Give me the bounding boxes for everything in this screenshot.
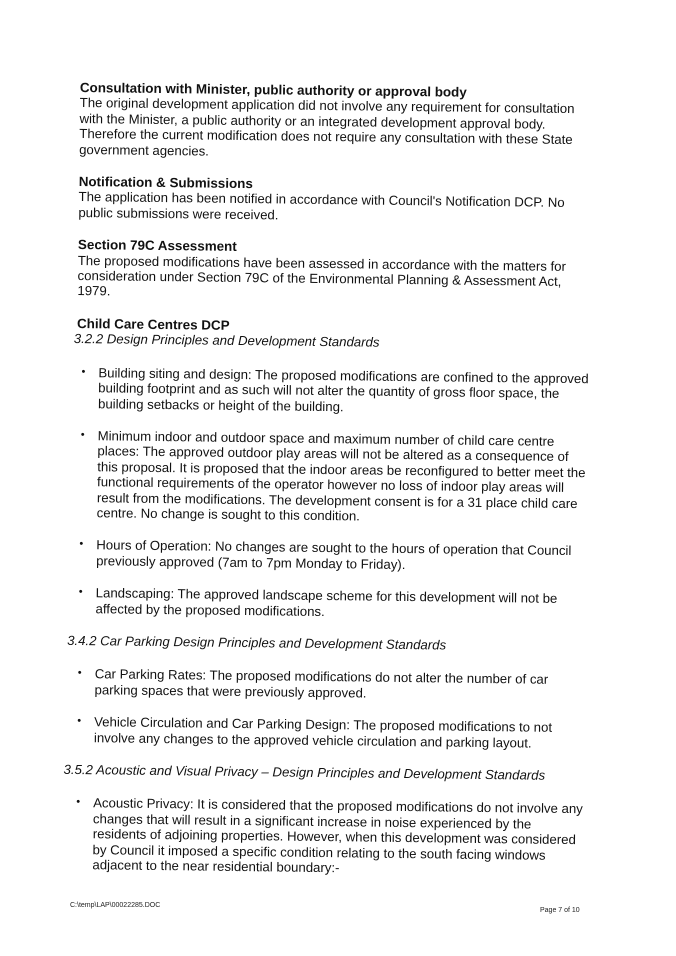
section-body: The original development application did not involve any requirement for consultation with the Minister, a public authority or an integrated development approval body. Therefore the current modification does not require any consultation with these State government agencies. [79,95,575,159]
section-notification [78,174,595,227]
subsection-heading: 3.5.2 Acoustic and Visual Privacy – Design Principles and Development Standards [63,761,546,783]
bullet-icon: • [77,715,82,728]
list-item: • Hours of Operation: No changes are sought to the hours of operation that Council previously approved (7am to 7pm Monday to Friday). [74,537,590,574]
section-79c [77,237,594,305]
section-acoustic-privacy [63,761,587,879]
section-heading: Section 79C Assessment [77,237,237,255]
bullet-icon: • [80,428,85,441]
list-item: • Building siting and design: The proposed modifications are confined to the approved building footprint and as such will not alter the quantity of gross floor space, the building setbacks or height of the building. [76,365,593,418]
list-item: • Car Parking Rates: The proposed modifications do not alter the number of car parking spaces that were previously approved. [72,666,588,703]
bullet-icon: • [76,796,81,809]
section-body: The application has been notified in accordance with Council's Notification DCP. No public submissions were received. [78,189,565,223]
list-item: • Acoustic Privacy: It is considered that the proposed modifications do not involve any changes that will result in a significant increase in noise experienced by the residents of adjoining properties. However, when this development was considered by Council it imposed a specific condition relating to the south facing windows adjacent to the near residential boundary:- [70,795,587,878]
bullet-list [73,365,592,623]
bullet-icon: • [78,586,83,599]
section-consultation [79,80,596,163]
section-car-parking [67,632,589,751]
list-item: • Minimum indoor and outdoor space and maximum number of child care centre places: The approved outdoor play areas will not be altered as a consequence of this proposal. It is proposed that the indoor areas be reconfigured to better meet the functional requirements of the operator however no loss of indoor play areas will result from the modifications. The development consent is for a 31 place child care centre. No change is sought to this condition. [75,428,592,527]
bullet-list [70,795,587,878]
section-heading: Child Care Centres DCP [76,315,230,333]
bullet-icon: • [77,667,82,680]
section-childcare [73,316,593,622]
footer-page-number: Page 7 of 10 [540,907,580,914]
section-body: The proposed modifications have been assessed in accordance with the matters for consideration under Section 79C of the Environmental Planning & Assessment Act, 1979. [77,252,567,299]
section-heading: Consultation with Minister, public authority or approval body [79,80,467,100]
subsection-heading: 3.2.2 Design Principles and Development Standards [73,331,380,350]
subsection-heading: 3.4.2 Car Parking Design Principles and Development Standards [67,632,447,653]
list-item: • Landscaping: The approved landscape scheme for this development will not be affected by the proposed modifications. [73,585,589,622]
bullet-list [72,666,589,751]
document-content [63,80,596,896]
bullet-icon: • [79,538,84,551]
list-item: • Vehicle Circulation and Car Parking Design: The proposed modifications to not involve any changes to the approved vehicle circulation and parking layout. [72,714,588,751]
footer-file-path: C:\temp\LAP\00022285.DOC [70,902,161,909]
section-heading: Notification & Submissions [78,174,253,192]
bullet-icon: • [81,365,86,378]
